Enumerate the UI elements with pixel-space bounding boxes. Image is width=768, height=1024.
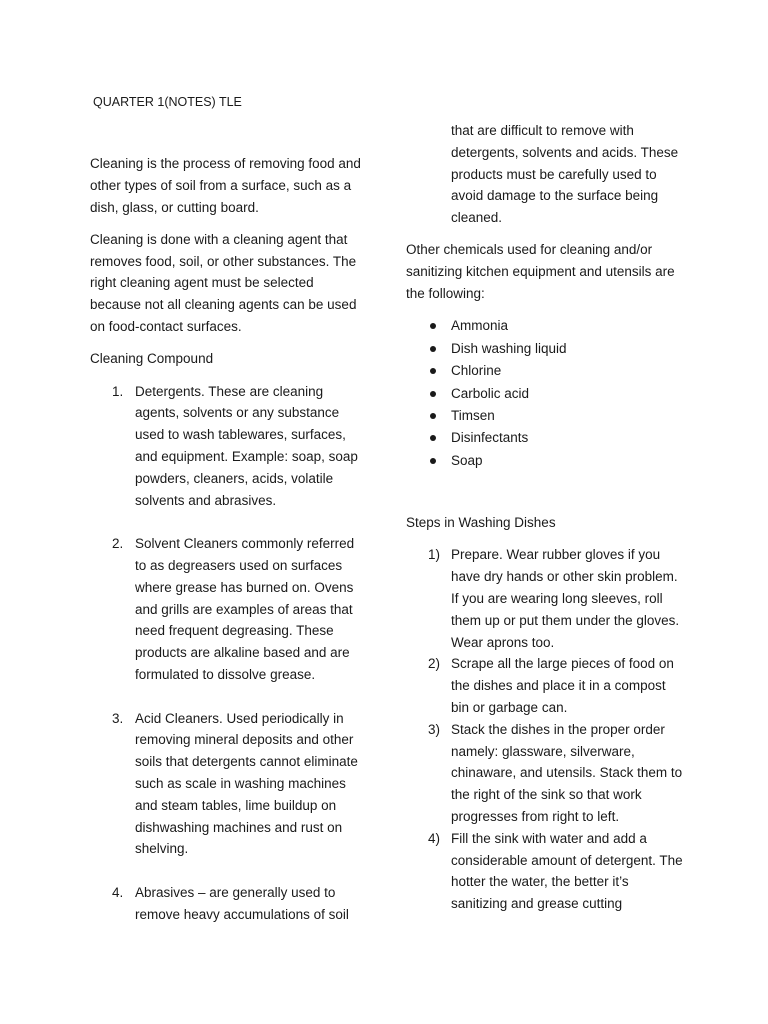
list-item [406,405,686,427]
bullet-icon [430,346,436,352]
list-item [90,381,365,512]
list-item [406,653,686,718]
list-item-number: 4. [112,885,124,900]
cleaning-agent-paragraph: Cleaning is done with a cleaning agent that removes food, soil, or other substances. The right cleaning agent must be selected because not all cleaning agents can be used on food-contact surfaces. [90,231,357,335]
step-text: Fill the sink with water and add a considerable amount of detergent. The hotter the water, the better it’s sanitizing and grease cutting [451,830,683,912]
step-number: 2) [428,656,441,672]
bullet-icon [430,368,436,374]
chemical-name: Carbolic acid [451,385,530,401]
list-item [406,719,686,828]
list-item-number: 2. [112,536,124,552]
list-item [90,708,365,861]
list-item-text: Abrasives – are generally used to remove heavy accumulations of soil [135,885,349,922]
bullet-icon [430,323,436,329]
list-item [406,315,686,337]
list-item-number: 3. [112,710,124,726]
list-item [90,533,365,686]
step-text: Prepare. Wear rubber gloves if you have dry hands or other skin problem. If you are wearing long sleeves, roll them up or put them under the gloves. Wear aprons too. [451,547,680,650]
list-item [406,338,686,360]
step-text: Stack the dishes in the proper order namely: glassware, silverware, chinaware, and utensils. Stack them to the right of the sink so that work progresses from right to left. [451,721,683,824]
bullet-icon [430,435,436,441]
chemical-name: Timsen [451,407,495,423]
step-number: 1) [428,547,441,563]
chemical-name: Disinfectants [451,430,529,446]
cleaning-compound-heading: Cleaning Compound [90,351,214,367]
step-number: 3) [428,721,441,737]
list-item [90,882,365,926]
bullet-icon [430,391,436,397]
list-item-number: 1. [112,383,124,399]
right-column [406,120,686,915]
chemical-name: Ammonia [451,318,509,334]
chemical-name: Soap [451,452,483,468]
step-number: 4) [428,830,441,846]
cleaning-definition-paragraph: Cleaning is the process of removing food and other types of soil from a surface, such as a dish, glass, or cutting board. [90,156,361,215]
list-item [406,828,686,915]
list-item-text: Detergents. These are cleaning agents, solvents or any substance used to wash tablewares, surfaces, and equipment. Example: soap, soap powders, cleaners, acids, volatile solvents and abrasives. [135,383,358,508]
list-item-text: Acid Cleaners. Used periodically in removing mineral deposits and other soils that detergents cannot eliminate such as scale in washing machines and steam tables, lime buildup on dishwashing machines and rust on shelving. [135,710,358,857]
step-text: Scrape all the large pieces of food on the dishes and place it in a compost bin or garbage can. [451,656,674,715]
list-item [406,427,686,449]
left-column [90,153,365,926]
chemicals-list [406,315,686,472]
list-item-text: Solvent Cleaners commonly referred to as degreasers used on surfaces where grease has burned on. Ovens and grills are examples of areas that need frequent degreasing. These products are alkaline based and are formulated to dissolve grease. [135,536,355,683]
abrasives-continuation: that are difficult to remove with detergents, solvents and acids. These products must be carefully used to avoid damage to the surface being cleaned. [451,123,679,226]
list-item [406,544,686,653]
list-item [406,383,686,405]
list-item [406,360,686,382]
chemical-name: Chlorine [451,363,502,379]
steps-heading: Steps in Washing Dishes [406,515,556,531]
other-chemicals-paragraph: Other chemicals used for cleaning and/or sanitizing kitchen equipment and utensils are the following: [406,242,675,302]
chemical-name: Dish washing liquid [451,340,567,356]
bullet-icon [430,413,436,419]
list-item [406,450,686,472]
bullet-icon [430,458,436,464]
page-title: QUARTER 1(NOTES) TLE [93,95,242,109]
